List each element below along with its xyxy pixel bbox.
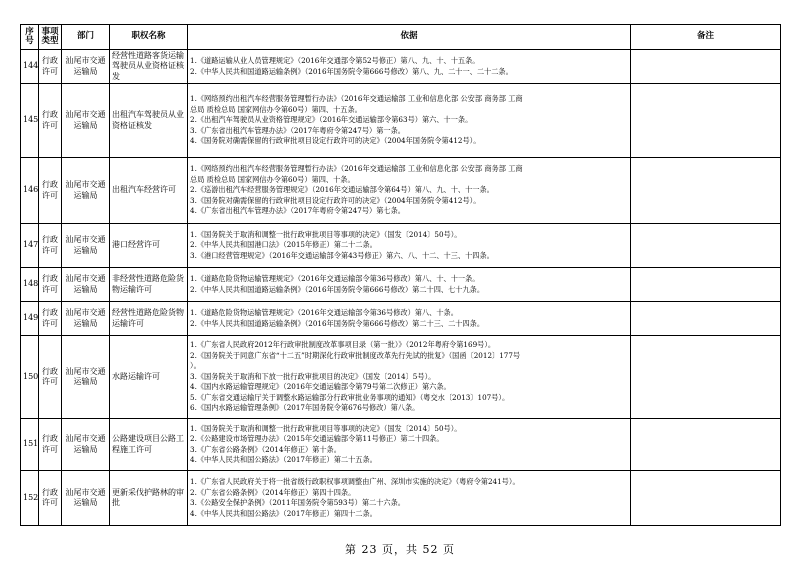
item-type: 行政许可 (39, 302, 62, 336)
item-type: 行政许可 (39, 158, 62, 224)
remark-cell (631, 84, 781, 158)
department: 汕尾市交通运输局 (62, 419, 110, 471)
basis-line: 1.《道路运输从业人员管理规定》（2016年交通部令第52号修正）第八、九、十、十五条。 (190, 56, 480, 65)
department: 汕尾市交通运输局 (62, 268, 110, 302)
item-type: 行政许可 (39, 471, 62, 526)
basis-line: 2.《中华人民共和国道路运输条例》（2016年国务院令第666号修改）第二十三、二十四条。 (190, 318, 485, 328)
header-no: 序号 (21, 25, 39, 50)
basis-line: 1.《网络预约出租汽车经营服务管理暂行办法》（2016年交通运输部 工业和信息化部 公安部 商务部 工商 (190, 164, 523, 174)
authority-name: 出租汽车经营许可 (110, 158, 188, 224)
basis-line: 1.《道路危险货物运输管理规定》（2016年交通运输部令第36号修改）第八、十条。 (190, 308, 458, 317)
row-number: 149 (21, 302, 39, 336)
row-number: 145 (21, 84, 39, 158)
remark-cell (631, 158, 781, 224)
basis-line: 1.《广东省人民政府2012年行政审批制度改革事项目录（第一批）》（2012年粤府令第169号）。 (190, 340, 496, 350)
table-row (21, 336, 781, 419)
row-number: 147 (21, 224, 39, 268)
authority-name: 非经营性道路危险货物运输许可 (110, 268, 188, 302)
basis-line: 4.《国务院对确需保留的行政审批项目设定行政许可的决定》（2004年国务院令第412号）。 (190, 136, 481, 146)
row-number: 146 (21, 158, 39, 224)
item-type: 行政许可 (39, 84, 62, 158)
authority-name: 港口经营许可 (110, 224, 188, 268)
department: 汕尾市交通运输局 (62, 224, 110, 268)
header-name: 职权名称 (110, 25, 188, 50)
basis-line: 总局 质检总局 国家网信办令第60号）第四、十五条。 (190, 104, 362, 114)
table-row (21, 419, 781, 471)
item-type: 行政许可 (39, 419, 62, 471)
basis-line: 1.《国务院关于取消和调整一批行政审批项目等事项的决定》（国发〔2014〕50号）。 (190, 423, 462, 433)
basis-line: 1.《网络预约出租汽车经营服务管理暂行办法》（2016年交通运输部 工业和信息化部 公安部 商务部 工商 (190, 94, 523, 104)
basis-line: 2.《公路建设市场管理办法》（2015年交通运输部令第11号修正）第二十四条。 (190, 434, 444, 443)
row-number: 151 (21, 419, 39, 471)
table-row (21, 224, 781, 268)
department: 汕尾市交通运输局 (62, 336, 110, 419)
basis-line: 2.《中华人民共和国道路运输条例》（2016年国务院令第666号修改）第八、九、二十一、二十二条。 (190, 66, 513, 76)
department: 汕尾市交通运输局 (62, 158, 110, 224)
basis-cell (188, 50, 631, 84)
basis-line: ）。 (190, 361, 201, 371)
remark-cell (631, 302, 781, 336)
basis-cell (188, 224, 631, 268)
remark-cell (631, 224, 781, 268)
basis-cell (188, 336, 631, 419)
basis-line: 3.《国务院对确需保留的行政审批项目设定行政许可的决定》（2004年国务院令第412号）。 (190, 195, 481, 205)
remark-cell (631, 336, 781, 419)
row-number: 144 (21, 50, 39, 84)
basis-line: 2.《巡游出租汽车经营服务管理规定》（2016年交通运输部令第64号）第八、九、十、十一条。 (190, 185, 494, 195)
department: 汕尾市交通运输局 (62, 84, 110, 158)
authority-name: 公路建设项目公路工程施工许可 (110, 419, 188, 471)
table-row (21, 50, 781, 84)
authority-name: 出租汽车驾驶员从业资格证核发 (110, 84, 188, 158)
basis-cell (188, 471, 631, 526)
table-row (21, 84, 781, 158)
basis-cell (188, 302, 631, 336)
table-row (21, 302, 781, 336)
basis-cell (188, 158, 631, 224)
basis-line: 总局 质检总局 国家网信办令第60号）第四、十条。 (190, 174, 355, 184)
authority-name: 经营性道路客货运输驾驶员从业资格证核发 (110, 50, 188, 84)
header-remark: 备注 (631, 25, 781, 50)
basis-line: 3.《港口经营管理规定》（2016年交通运输部令第43号修正）第六、八、十二、十三、十四条。 (190, 250, 494, 260)
header-type: 事项类型 (39, 25, 62, 50)
basis-cell (188, 84, 631, 158)
authority-name: 经营性道路危险货物运输许可 (110, 302, 188, 336)
basis-cell (188, 419, 631, 471)
basis-line: 6.《国内水路运输管理条例》（2017年国务院令第676号修改）第八条。 (190, 403, 420, 413)
basis-line: 2.《国务院关于同意广东省“十二五”时期深化行政审批制度改革先行先试的批复》（国函〔2012〕177号 (190, 350, 521, 360)
item-type: 行政许可 (39, 224, 62, 268)
basis-cell (188, 268, 631, 302)
row-number: 152 (21, 471, 39, 526)
item-type: 行政许可 (39, 336, 62, 419)
item-type: 行政许可 (39, 50, 62, 84)
table-header-row (21, 25, 781, 50)
basis-line: 4.《中华人民共和国公路法》（2017年修正）第二十五条。 (190, 455, 377, 464)
authority-name: 水路运输许可 (110, 336, 188, 419)
basis-line: 5.《广东省交通运输厅关于调整水路运输部分行政审批业务事项的通知》（粤交水〔2013〕107号）。 (190, 392, 510, 402)
row-number: 148 (21, 268, 39, 302)
table-row (21, 158, 781, 224)
header-dept: 部门 (62, 25, 110, 50)
remark-cell (631, 471, 781, 526)
row-number: 150 (21, 336, 39, 419)
remark-cell (631, 268, 781, 302)
basis-line: 3.《公路安全保护条例》（2011年国务院令第593号）第二十六条。 (190, 498, 405, 507)
table-row (21, 471, 781, 526)
page-number: 第 23 页，共 52 页 (345, 543, 455, 556)
basis-line: 1.《道路危险货物运输管理规定》（2016年交通运输部令第36号修改）第八、十、十一条。 (190, 274, 480, 283)
basis-line: 4.《中华人民共和国公路法》（2017年修正）第四十二条。 (190, 508, 377, 518)
department: 汕尾市交通运输局 (62, 50, 110, 84)
basis-line: 2.《中华人民共和国道路运输条例》（2016年国务院令第666号修改）第二十四、七十九条。 (190, 284, 485, 294)
table-row (21, 268, 781, 302)
basis-line: 2.《中华人民共和国港口法》（2015年修正）第二十二条。 (190, 240, 377, 250)
remark-cell (631, 50, 781, 84)
basis-line: 2.《出租汽车驾驶员从业资格管理规定》（2016年交通运输部令第63号）第六、十一条。 (190, 115, 473, 125)
header-basis: 依据 (188, 25, 631, 50)
basis-line: 2.《广东省公路条例》（2014年修正）第四十四条。 (190, 487, 356, 497)
basis-line: 3.《广东省公路条例》（2014年修正）第十条。 (190, 444, 341, 454)
basis-line: 3.《广东省出租汽车管理办法》（2017年粤府令第247号）第一条。 (190, 125, 405, 135)
basis-line: 1.《国务院关于取消和调整一批行政审批项目等事项的决定》（国发〔2014〕50号）。 (190, 229, 462, 239)
item-type: 行政许可 (39, 268, 62, 302)
authority-table (20, 24, 781, 526)
department: 汕尾市交通运输局 (62, 302, 110, 336)
basis-line: 1.《广东省人民政府关于将一批省级行政职权事项调整由广州、深圳市实施的决定》（粤府令第241号）。 (190, 477, 520, 486)
basis-line: 3.《国务院关于取消和下放一批行政审批项目的决定》（国发〔2014〕5号）。 (190, 371, 436, 381)
authority-name: 更新采伐护路林的审批 (110, 471, 188, 526)
basis-line: 4.《广东省出租汽车管理办法》（2017年粤府令第247号）第七条。 (190, 206, 405, 216)
department: 汕尾市交通运输局 (62, 471, 110, 526)
remark-cell (631, 419, 781, 471)
basis-line: 4.《国内水路运输管理规定》（2016年交通运输部令第79号第二次修正）第六条。 (190, 382, 451, 392)
